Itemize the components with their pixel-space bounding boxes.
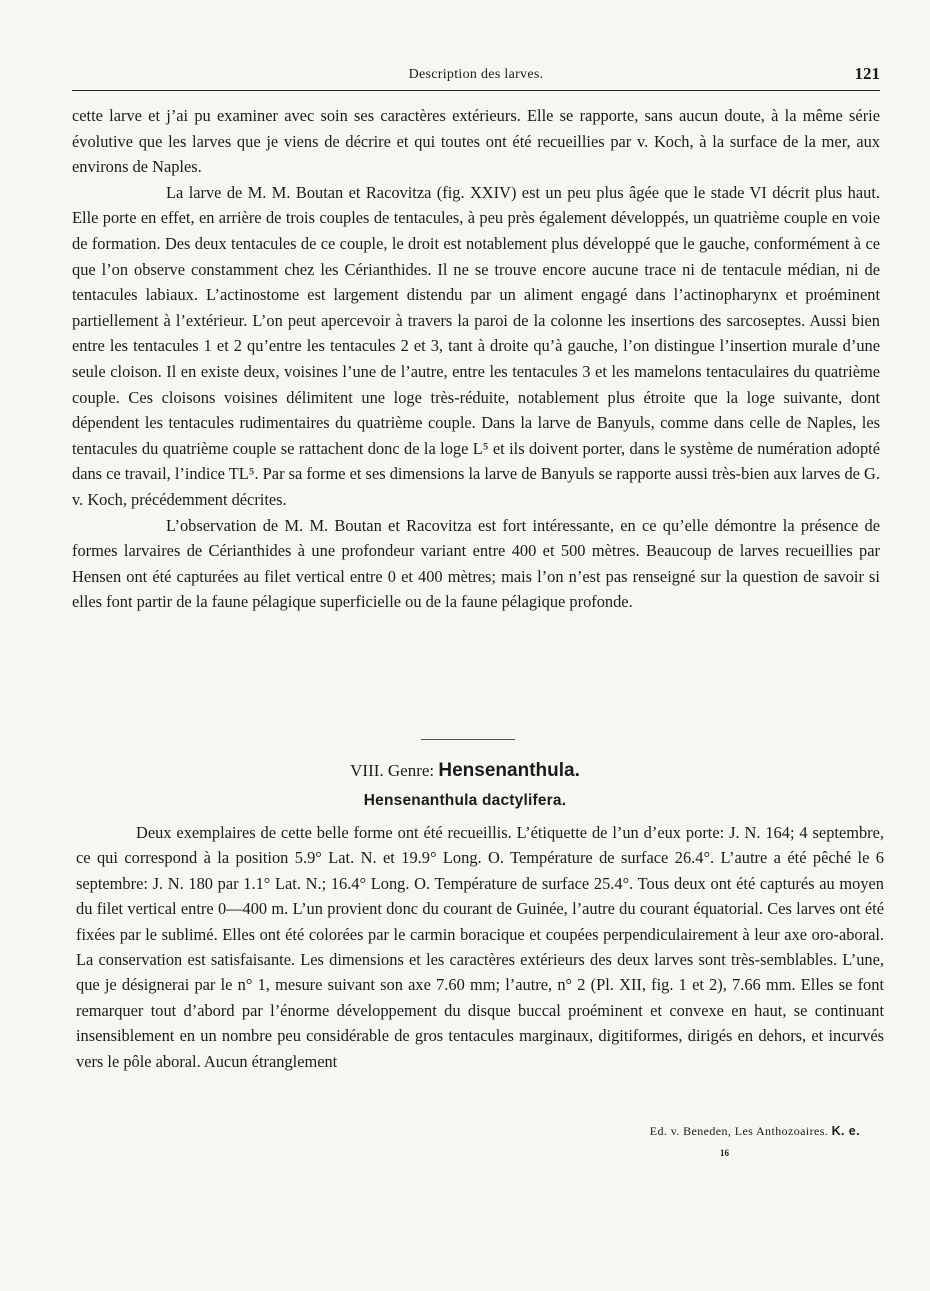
- paragraph-observation: L’observation de M. M. Boutan et Racovitza est fort intéressante, en ce qu’elle démontre la présence de formes larvaires de Cérianthides à une profondeur variant entre 400 et 500 mètres. Beaucoup de larves recueillies par Hensen ont été capturées au filet vertical entre 0 et 400 mètres; mais l’on n’est pas renseigné sur la question de savoir si elles font partir de la faune pélagique superficielle ou de la faune pélagique profonde.: [72, 515, 880, 612]
- section-boutan-racovitza: [72, 103, 880, 615]
- paragraph-description: Deux exemplaires de cette belle forme ont été recueillis. L’étiquette de l’un d’eux porte: J. N. 164; 4 septembre, ce qui correspond à la position 5.9° Lat. N. et 19.9° Long. O. Température de surface 26.4°. L’autre a été pêché le 6 septembre: J. N. 180 par 1.1° Lat. N.; 16.4° Long. O. Température de surface 25.4°. Tous deux ont été capturés au moyen du filet vertical entre 0—400 m. L’un provient donc du courant de Guinée, l’autre du courant équatorial. Ces larves ont été fixées par le sublimé. Elles ont été colorées par le carmin boracique et coupées perpendiculairement à leur axe oro-aboral. La conservation est satisfaisante. Les dimensions et les caractères extérieurs des deux larves sont très-semblables. L’une, que je désignerai par le n° 1, mesure suivant son axe 7.60 mm; l’autre, n° 2 (Pl. XII, fig. 1 et 2), 7.66 mm. Elles se font remarquer tout d’abord par l’énorme développement du disque buccal proéminent et convexe en haut, se continuant insensiblement en un nombre peu considérable de gros tentacules marginaux, digitiformes, dirigés en dehors, et incurvés vers le pôle aboral. Aucun étranglement: [76, 823, 884, 1071]
- section-divider: [421, 739, 515, 740]
- signature-mark: 16: [720, 1148, 729, 1158]
- genre-heading: [0, 760, 930, 782]
- genre-prefix: VIII. Genre:: [350, 761, 435, 780]
- genre-name: Hensenanthula.: [438, 760, 580, 781]
- running-title: Description des larves.: [408, 67, 544, 82]
- footer-mark: K. e.: [831, 1124, 860, 1138]
- species-heading: Hensenanthula dactylifera.: [363, 792, 567, 809]
- page-number: 121: [854, 64, 880, 83]
- footer-citation: Ed. v. Beneden, Les Anthozoaires.: [649, 1124, 829, 1138]
- page-header: [72, 64, 880, 91]
- paragraph-larve-banyuls: La larve de M. M. Boutan et Racovitza (fig. XXIV) est un peu plus âgée que le stade VI décrit plus haut. Elle porte en effet, en arrière de trois couples de tentacules, à peu près également développés, un quatrième couple en voie de formation. Des deux tentacules de ce couple, le droit est notablement plus développé que le gauche, conformément à ce que l’on observe constamment chez les Cérianthides. Il ne se trouve encore aucune trace ni de tentacule médian, ni de tentacules labiaux. L’actinostome est largement distendu par un aliment engagé dans l’actinopharynx et proéminent partiellement à l’extérieur. L’on peut apercevoir à travers la paroi de la colonne les insertions des sarcoseptes. Aussi bien entre les tentacules 1 et 2 qu’entre les tentacules 2 et 3, tant à droite qu’à gauche, l’on distingue l’insertion murale d’une seule cloison. Il en existe deux, voisines l’une de l’autre, entre les tentacules 3 et les mamelons tentaculaires du quatrième couple. Ces cloisons voisines délimitent une loge très-réduite, notablement plus étroite que la loge suivante, dont dépendent les tentacules rudimentaires du quatrième couple. Dans la larve de Banyuls, comme dans celle de Naples, les tentacules du quatrième couple se rattachent donc de la loge L⁵ et ils doivent porter, dans le système de numération adopté dans ce travail, l’indice TL⁵. Par sa forme et ses dimensions la larve de Banyuls se rapporte aussi très-bien aux larves de G. v. Koch, précédemment décrites.: [72, 182, 880, 509]
- page-footer: [650, 1124, 860, 1139]
- paragraph-continuation: cette larve et j’ai pu examiner avec soin ses caractères extérieurs. Elle se rapporte, sans aucun doute, à la même série évolutive que les larves que je viens de décrire et qui toutes ont été recueillies par v. Koch, à la surface de la mer, aux environs de Naples.: [72, 106, 880, 177]
- section-hensenanthula: [76, 820, 884, 1074]
